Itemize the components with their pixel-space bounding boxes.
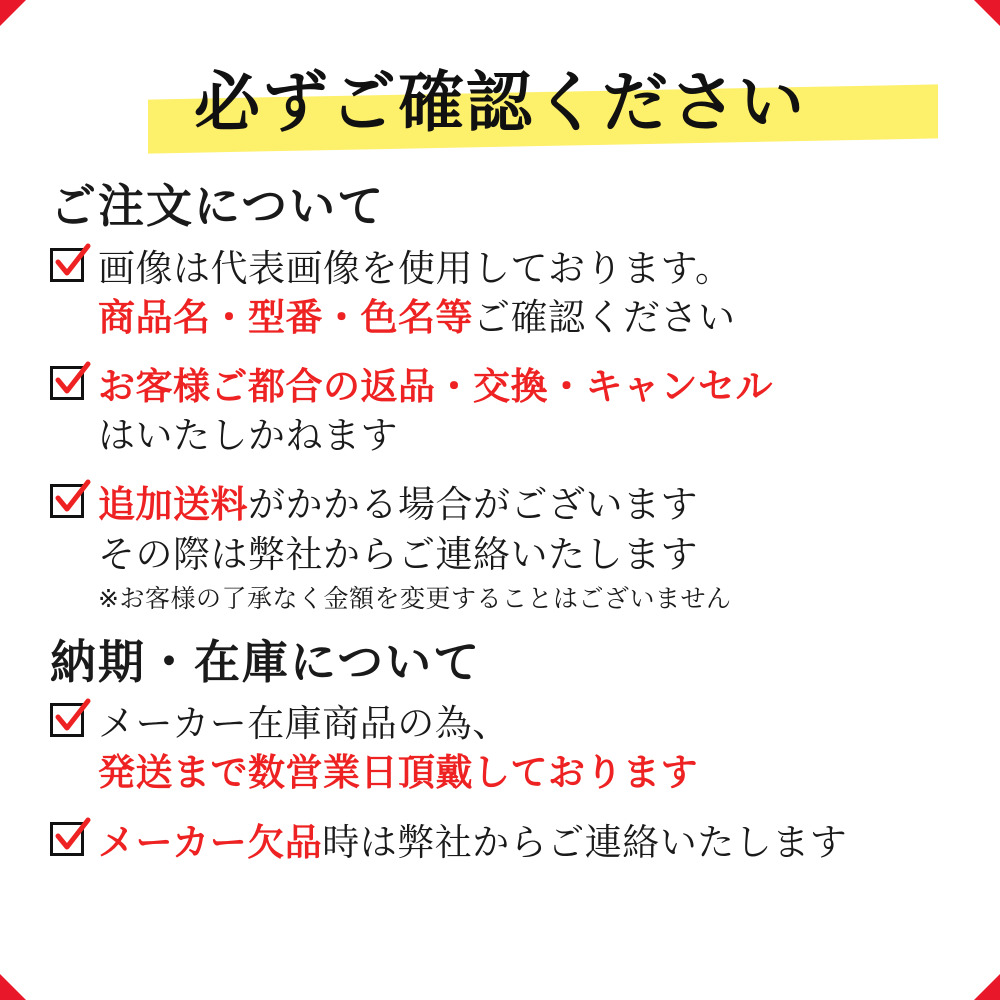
list-item [44,362,956,460]
list-item-text [98,244,956,342]
list-item-line: 画像は代表画像を使用しております。 [98,246,733,290]
emphasis-text: 追加送料 [98,483,248,527]
list-item [44,480,956,615]
list-item-text [98,699,956,797]
checkbox-checked-icon [50,484,88,522]
plain-text: がかかる場合がございます [248,483,698,527]
list-item [44,818,956,867]
emphasis-text: メーカー欠品 [98,820,323,864]
emphasis-text: 商品名・型番・色名等 [98,295,473,339]
plain-text: ご確認ください [473,295,736,339]
title-text: 必ずご確認ください [194,64,806,141]
section-heading-orders: ご注文について [50,179,386,233]
list-item-text [98,818,956,867]
list-item-line: はいたしかねます [98,414,398,458]
list-item-line [98,818,956,867]
list-item-line [98,293,956,342]
checkbox-checked-icon [50,248,88,286]
list-item-line: 発送まで数営業日頂戴しております [98,751,698,795]
list-item-line: お客様ご都合の返品・交換・キャンセル [98,364,773,408]
checkbox-checked-icon [50,822,88,860]
list-item [44,244,956,342]
list-item-line [98,480,956,529]
list-item-text [98,362,956,460]
plain-text: 時は弊社からご連絡いたします [322,820,848,864]
checkbox-checked-icon [50,703,88,741]
checkbox-checked-icon [50,366,88,404]
list-item-note: ※お客様の了承なく金額を変更することはございません [98,583,732,613]
list-item-line: メーカー在庫商品の為、 [98,702,510,746]
page-title [44,50,956,160]
list-item-text [98,480,956,615]
list-item [44,699,956,797]
section-heading-delivery: 納期・在庫について [50,634,482,689]
list-item-line: その際は弊社からご連絡いたします [98,532,698,576]
